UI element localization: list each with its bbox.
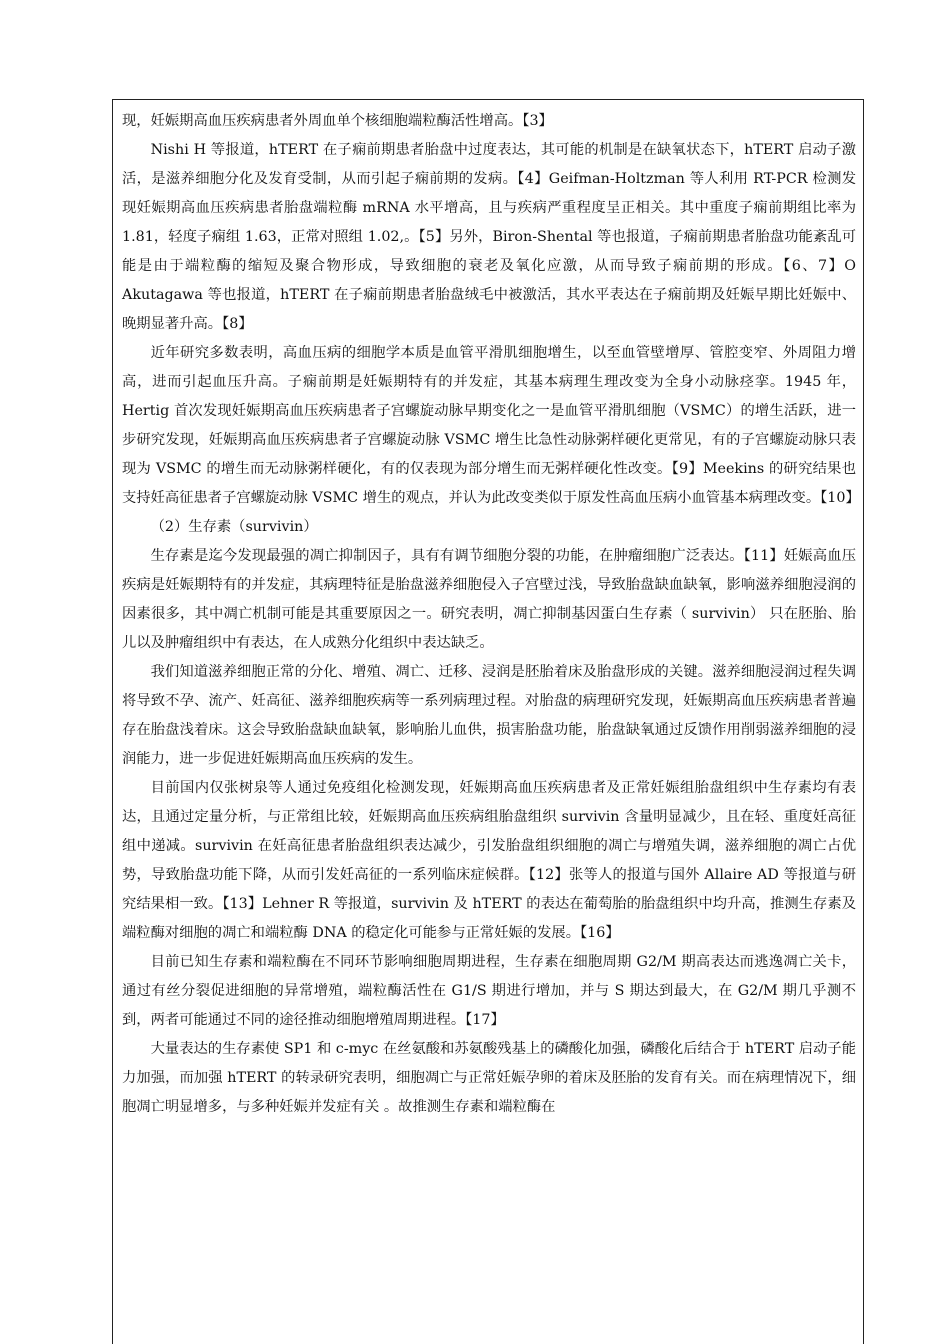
paragraph: 生存素是迄今发现最强的凋亡抑制因子，具有有调节细胞分裂的功能，在肿瘤细胞广泛表达。【11】妊娠高血压疾病是妊娠期特有的并发症，其病理特征是胎盘滋养细胞侵入子宫壁过浅，导致胎盘缺血缺氧，影响滋养细胞浸润的因素很多，其中凋亡机制可能是其重要原因之一。研究表明，凋亡抑制基因蛋白生存素（ survivin） 只在胚胎、胎儿以及肿瘤组织中有表达，在人成熟分化组织中表达缺乏。 — [122, 548, 856, 651]
paragraph: 大量表达的生存素使 SP1 和 c-myc 在丝氨酸和苏氨酸残基上的磷酸化加强，磷酸化后结合于 hTERT 启动子能力加强，而加强 hTERT 的转录研究表明，细胞凋亡与正常妊娠孕卵的着床及胚胎的发育有关。而在病理情况下，细胞凋亡明显增多，与多种妊娠并发症有关 。故推测生存素和端粒酶在 — [122, 1041, 856, 1115]
section-heading: （2）生存素（survivin） — [150, 519, 318, 535]
document-body — [122, 107, 860, 1122]
paragraph: 现，妊娠期高血压疾病患者外周血单个核细胞端粒酶活性增高。【3】 — [122, 113, 553, 129]
paragraph: Nishi H 等报道，hTERT 在子痫前期患者胎盘中过度表达，其可能的机制是在缺氧状态下，hTERT 启动子激活，是滋养细胞分化及发育受制，从而引起子痫前期的发病。【4】Geifman-Holtzman 等人利用 RT-PCR 检测发现妊娠期高血压疾病患者胎盘端粒酶 mRNA 水平增高，且与疾病严重程度呈正相关。其中重度子痫前期组比率为 1.81，轻度子痫组 1.63，正常对照组 1.02,。【5】另外，Biron-Shental 等也报道，子痫前期患者胎盘功能紊乱可能是由于端粒酶的缩短及聚合物形成，导致细胞的衰老及氧化应激，从而导致子痫前期的形成。【6、7】O Akutagawa 等也报道，hTERT 在子痫前期患者胎盘绒毛中被激活，其水平表达在子痫前期及妊娠早期比妊娠中、晚期显著升高。【8】 — [122, 142, 856, 332]
paragraph: 近年研究多数表明，高血压病的细胞学本质是血管平滑肌细胞增生，以至血管壁增厚、管腔变窄、外周阻力增高，进而引起血压升高。子痫前期是妊娠期特有的并发症，其基本病理生理改变为全身小动脉痉挛。1945 年，Hertig 首次发现妊娠期高血压疾病患者子宫螺旋动脉早期变化之一是血管平滑肌细胞（VSMC）的增生活跃，进一步研究发现，妊娠期高血压疾病患者子宫螺旋动脉 VSMC 增生比急性动脉粥样硬化更常见，有的子宫螺旋动脉只表现为 VSMC 的增生而无动脉粥样硬化，有的仅表现为部分增生而无粥样硬化性改变。【9】Meekins 的研究结果也支持妊高征患者子宫螺旋动脉 VSMC 增生的观点，并认为此改变类似于原发性高血压病小血管基本病理改变。【10】 — [122, 345, 860, 506]
paragraph: 我们知道滋养细胞正常的分化、增殖、凋亡、迁移、浸润是胚胎着床及胎盘形成的关键。滋养细胞浸润过程失调将导致不孕、流产、妊高征、滋养细胞疾病等一系列病理过程。对胎盘的病理研究发现，妊娠期高血压疾病患者普遍存在胎盘浅着床。这会导致胎盘缺血缺氧，影响胎儿血供，损害胎盘功能，胎盘缺氧通过反馈作用削弱滋养细胞的浸润能力，进一步促进妊娠期高血压疾病的发生。 — [122, 664, 856, 767]
paragraph: 目前已知生存素和端粒酶在不同环节影响细胞周期进程，生存素在细胞周期 G2/M 期高表达而逃逸凋亡关卡，通过有丝分裂促进细胞的异常增殖，端粒酶活性在 G1/S 期进行增加，并与 S 期达到最大，在 G2/M 期几乎测不到，两者可能通过不同的途径推动细胞增殖周期进程。【17】 — [122, 954, 856, 1028]
paragraph: 目前国内仅张树泉等人通过免疫组化检测发现，妊娠期高血压疾病患者及正常妊娠组胎盘组织中生存素均有表达，且通过定量分析，与正常组比较，妊娠期高血压疾病组胎盘组织 survivin 含量明显减少，且在轻、重度妊高征组中递减。survivin 在妊高征患者胎盘组织表达减少，引发胎盘组织细胞的凋亡与增殖失调，滋养细胞的凋亡占优势，导致胎盘功能下降，从而引发妊高征的一系列临床症候群。【12】张等人的报道与国外 Allaire AD 等报道与研究结果相一致。【13】Lehner R 等报道，survivin 及 hTERT 的表达在葡萄胎的胎盘组织中均升高，推测生存素及端粒酶对细胞的凋亡和端粒酶 DNA 的稳定化可能参与正常妊娠的发展。【16】 — [122, 780, 856, 941]
